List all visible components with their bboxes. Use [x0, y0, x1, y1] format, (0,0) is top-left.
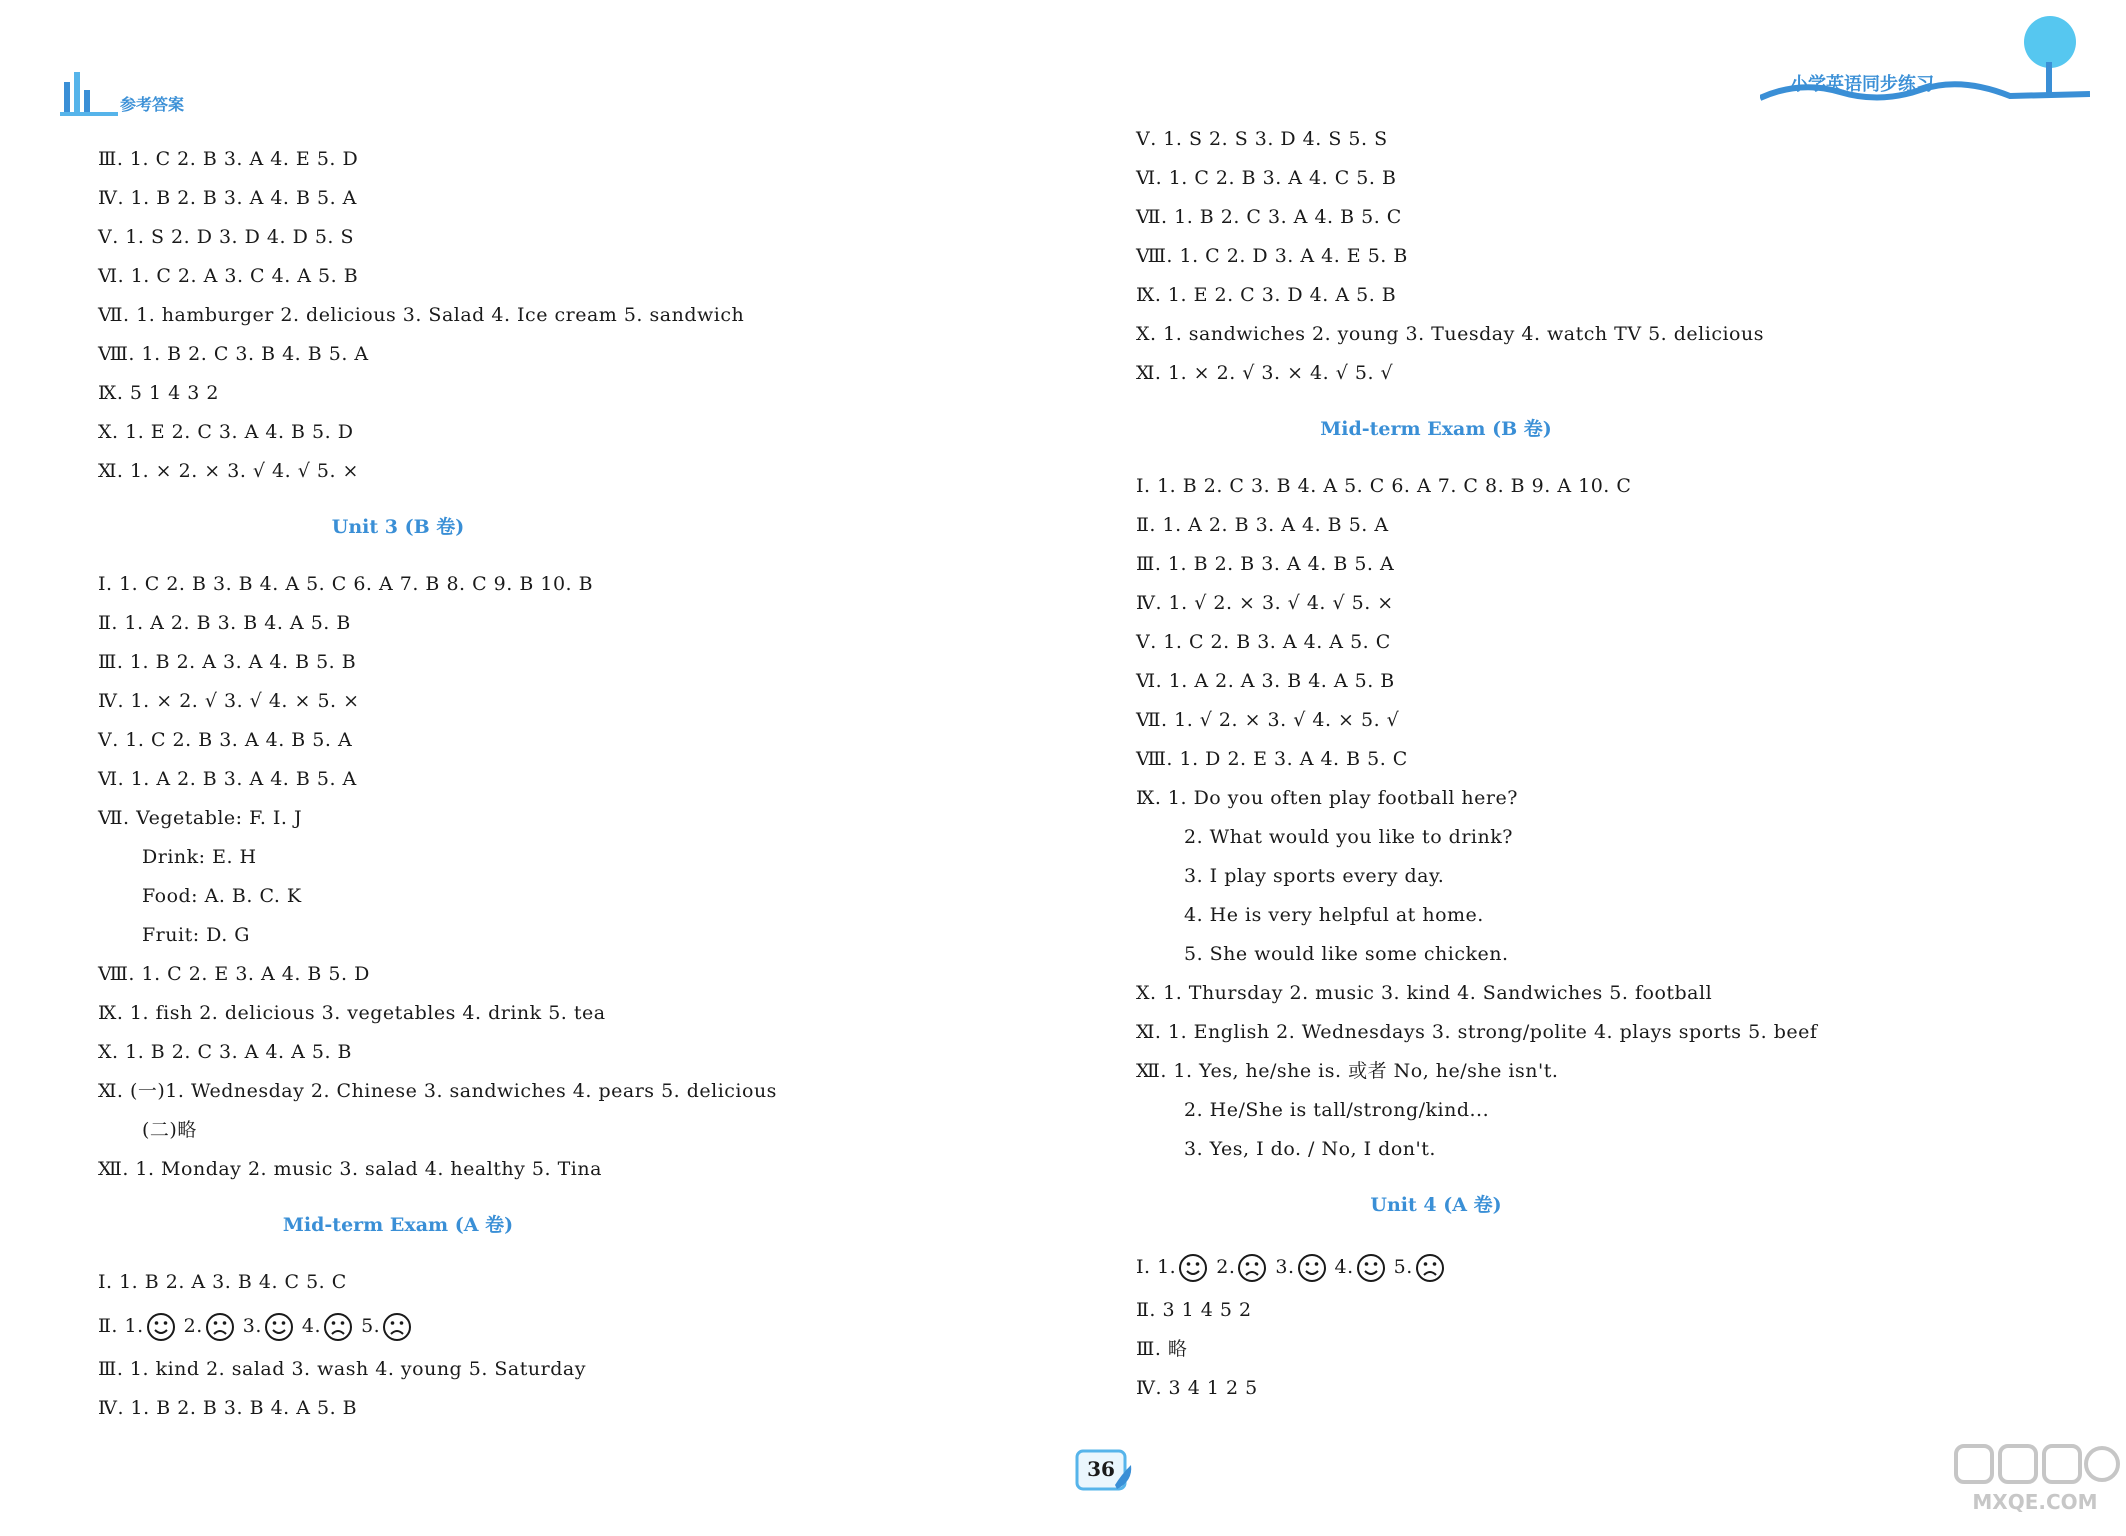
answer-line: Fruit: D. G: [142, 924, 250, 946]
answer-line: Ⅴ. 1. S 2. D 3. D 4. D 5. S: [98, 226, 355, 248]
answer-line: Ⅸ. 1. fish 2. delicious 3. vegetables 4. drink 5. tea: [98, 1002, 606, 1024]
answer-line: Ⅵ. 1. C 2. A 3. C 4. A 5. B: [98, 265, 359, 287]
right-answer-column: [1136, 120, 2016, 1408]
header-logo-icon: [60, 64, 120, 124]
section-title: Mid-term Exam (B 卷): [1320, 418, 1552, 440]
answer-line: 2. He/She is tall/strong/kind...: [1184, 1099, 1490, 1121]
answer-line: Ⅹ. 1. B 2. C 3. A 4. A 5. B: [98, 1041, 353, 1063]
face-number: 4.: [1334, 1256, 1354, 1278]
answer-line: 3. Yes, I do. / No, I don't.: [1184, 1138, 1436, 1160]
face-number: 3.: [242, 1315, 262, 1337]
answer-line: Ⅻ. 1. Monday 2. music 3. salad 4. healthy 5. Tina: [98, 1158, 602, 1180]
answer-line: Ⅺ. 1. English 2. Wednesdays 3. strong/polite 4. plays sports 5. beef: [1136, 1021, 1818, 1043]
watermark: [1950, 1440, 2120, 1530]
answer-line: Ⅹ. 1. sandwiches 2. young 3. Tuesday 4. watch TV 5. delicious: [1136, 323, 1764, 345]
answer-line: Ⅺ. 1. × 2. × 3. √ 4. √ 5. ×: [98, 460, 359, 482]
answer-line: Ⅳ. 1. B 2. B 3. A 4. B 5. A: [98, 187, 357, 209]
answer-line: Ⅷ. 1. B 2. C 3. B 4. B 5. A: [98, 343, 369, 365]
smiley-face-icon: [1297, 1253, 1327, 1283]
face-number: 3.: [1275, 1256, 1295, 1278]
answer-line: Ⅳ. 1. √ 2. × 3. √ 4. √ 5. ×: [1136, 592, 1394, 614]
sad-face-icon: [323, 1312, 353, 1342]
answer-line: Ⅻ. 1. Yes, he/she is. 或者 No, he/she isn't.: [1136, 1060, 1559, 1082]
answer-line: Ⅰ. 1. B 2. A 3. B 4. C 5. C: [98, 1271, 347, 1293]
answer-line: Ⅱ. 1. A 2. B 3. A 4. B 5. A: [1136, 514, 1389, 536]
page-number: 36: [1087, 1457, 1115, 1481]
answer-line: Ⅺ. 1. × 2. √ 3. × 4. √ 5. √: [1136, 362, 1394, 384]
page-number-badge: [1075, 1445, 1135, 1495]
answer-line: Ⅲ. 1. C 2. B 3. A 4. E 5. D: [98, 148, 359, 170]
answer-line: Ⅶ. 1. B 2. C 3. A 4. B 5. C: [1136, 206, 1402, 228]
header-left: [60, 64, 260, 124]
answer-line: Ⅷ. 1. C 2. D 3. A 4. E 5. B: [1136, 245, 1408, 267]
answer-line: Ⅸ. 1. Do you often play football here?: [1136, 787, 1518, 809]
answer-line: Ⅲ. 1. B 2. A 3. A 4. B 5. B: [98, 651, 357, 673]
answer-line: Ⅺ. (一)1. Wednesday 2. Chinese 3. sandwiches 4. pears 5. delicious: [98, 1080, 777, 1102]
answer-line: Ⅳ. 1. B 2. B 3. B 4. A 5. B: [98, 1397, 358, 1419]
answer-line: Ⅷ. 1. C 2. E 3. A 4. B 5. D: [98, 963, 370, 985]
answer-line: Ⅱ. 1. A 2. B 3. B 4. A 5. B: [98, 612, 351, 634]
answer-line: 2. What would you like to drink?: [1184, 826, 1513, 848]
face-number: 5.: [361, 1315, 381, 1337]
answer-line: Drink: E. H: [142, 846, 257, 868]
header-right: [1760, 10, 2090, 110]
smiley-face-icon: [146, 1312, 176, 1342]
answer-line: Ⅲ. 1. B 2. B 3. A 4. B 5. A: [1136, 553, 1395, 575]
face-answer-row: [98, 1302, 978, 1350]
header-right-title: 小学英语同步练习: [1790, 74, 1934, 95]
answer-line: Ⅲ. 1. kind 2. salad 3. wash 4. young 5. Saturday: [98, 1358, 586, 1380]
sad-face-icon: [1415, 1253, 1445, 1283]
answer-line: Ⅲ. 略: [1136, 1338, 1188, 1360]
face-number: 1.: [1157, 1256, 1177, 1278]
answer-line: Ⅴ. 1. C 2. B 3. A 4. B 5. A: [98, 729, 353, 751]
answer-line: Ⅸ. 1. E 2. C 3. D 4. A 5. B: [1136, 284, 1397, 306]
answer-line: Ⅹ. 1. Thursday 2. music 3. kind 4. Sandwiches 5. football: [1136, 982, 1713, 1004]
smiley-face-icon: [1356, 1253, 1386, 1283]
left-answer-column: [98, 140, 978, 1428]
answer-line: Ⅹ. 1. E 2. C 3. A 4. B 5. D: [98, 421, 354, 443]
face-number: 4.: [301, 1315, 322, 1337]
watermark-logo-icon: [1950, 1440, 2120, 1490]
face-answer-row: [1136, 1243, 2016, 1291]
face-number: 2.: [183, 1315, 203, 1337]
answer-line: Ⅱ. 3 1 4 5 2: [1136, 1299, 1252, 1321]
face-number: 1.: [124, 1315, 144, 1337]
answer-line: Ⅴ. 1. C 2. B 3. A 4. A 5. C: [1136, 631, 1391, 653]
question-label: Ⅰ.: [1136, 1256, 1158, 1278]
question-label: Ⅱ.: [98, 1315, 125, 1337]
sad-face-icon: [382, 1312, 412, 1342]
face-number: 5.: [1393, 1256, 1413, 1278]
answer-line: Ⅶ. 1. hamburger 2. delicious 3. Salad 4. Ice cream 5. sandwich: [98, 304, 745, 326]
section-title: Unit 4 (A 卷): [1370, 1194, 1502, 1216]
smiley-face-icon: [264, 1312, 294, 1342]
answer-line: Ⅴ. 1. S 2. S 3. D 4. S 5. S: [1136, 128, 1388, 150]
section-title: Mid-term Exam (A 卷): [282, 1214, 514, 1236]
answer-line: 4. He is very helpful at home.: [1184, 904, 1484, 926]
header-left-title: 参考答案: [120, 95, 185, 114]
answer-line: (二)略: [142, 1119, 197, 1141]
answer-line: Ⅶ. Vegetable: F. I. J: [98, 807, 303, 829]
answer-line: Ⅶ. 1. √ 2. × 3. √ 4. × 5. √: [1136, 709, 1400, 731]
answer-line: Ⅰ. 1. B 2. C 3. B 4. A 5. C 6. A 7. C 8. B 9. A 10. C: [1136, 475, 1632, 497]
answer-line: Food: A. B. C. K: [142, 885, 302, 907]
answer-line: 5. She would like some chicken.: [1184, 943, 1509, 965]
answer-line: Ⅵ. 1. A 2. B 3. A 4. B 5. A: [98, 768, 357, 790]
watermark-text: MXQE.COM: [1972, 1490, 2098, 1514]
answer-line: Ⅰ. 1. C 2. B 3. B 4. A 5. C 6. A 7. B 8. C 9. B 10. B: [98, 573, 594, 595]
answer-line: Ⅳ. 1. × 2. √ 3. √ 4. × 5. ×: [98, 690, 360, 712]
answer-line: 3. I play sports every day.: [1184, 865, 1445, 887]
sad-face-icon: [205, 1312, 235, 1342]
sad-face-icon: [1237, 1253, 1267, 1283]
smiley-face-icon: [1178, 1253, 1208, 1283]
answer-line: Ⅳ. 3 4 1 2 5: [1136, 1377, 1258, 1399]
face-number: 2.: [1216, 1256, 1236, 1278]
answer-line: Ⅵ. 1. A 2. A 3. B 4. A 5. B: [1136, 670, 1395, 692]
answer-line: Ⅸ. 5 1 4 3 2: [98, 382, 220, 404]
answer-line: Ⅵ. 1. C 2. B 3. A 4. C 5. B: [1136, 167, 1397, 189]
answer-line: Ⅷ. 1. D 2. E 3. A 4. B 5. C: [1136, 748, 1408, 770]
section-title: Unit 3 (B 卷): [331, 516, 465, 538]
